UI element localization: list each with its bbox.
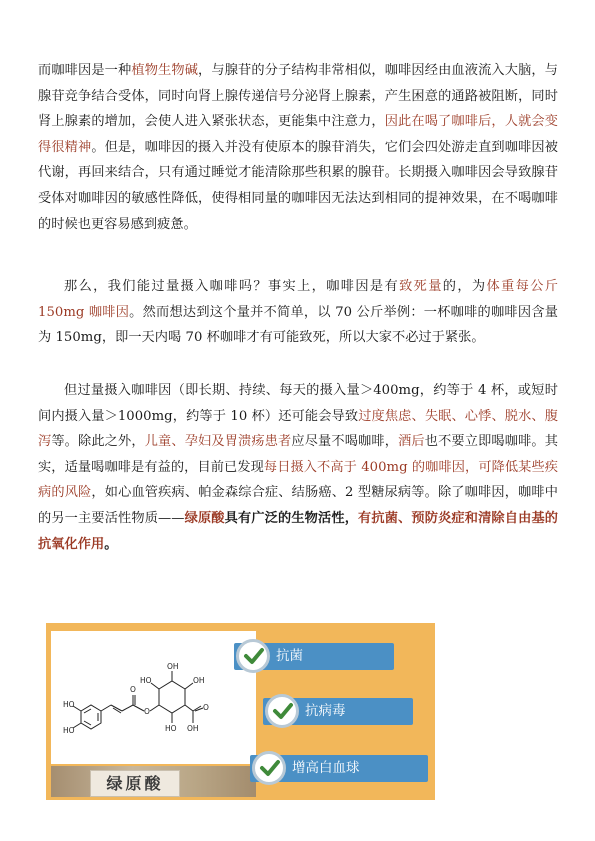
atom-label: HO bbox=[165, 724, 177, 733]
highlight-after-drinking: 酒后 bbox=[398, 434, 425, 450]
highlight-lethal-dose: 致死量 bbox=[399, 279, 443, 294]
highlight-chlorogenic-acid: 绿原酸 bbox=[184, 510, 225, 526]
check-icon bbox=[236, 639, 270, 673]
atom-label: HO bbox=[63, 726, 75, 735]
atom-label: OH bbox=[187, 724, 199, 733]
check-icon bbox=[252, 751, 286, 785]
highlight-dose-amount: 体重每公斤 150mg 咖啡因 bbox=[38, 279, 559, 320]
highlight-alertness: 因此在喝了咖啡后，人就会变得很精神 bbox=[38, 114, 558, 155]
paragraph-overdose-effects bbox=[38, 378, 558, 557]
atom-label: O bbox=[144, 707, 150, 716]
atom-label: OH bbox=[193, 676, 205, 685]
benefit-antibacterial bbox=[234, 643, 394, 670]
paragraph-caffeine-mechanism bbox=[38, 58, 558, 237]
benefit-label: 抗病毒 bbox=[305, 703, 346, 719]
text-run: 那么，我们能过量摄入咖啡吗？事实上，咖啡因是有 bbox=[64, 279, 400, 294]
highlight-risk-groups: 儿童、孕妇及胃溃疡患者 bbox=[144, 434, 292, 450]
text-run: 等。除此之外， bbox=[51, 434, 145, 450]
text-run-bold: 具有广泛的生物活性， bbox=[224, 510, 359, 526]
benefit-antiviral bbox=[263, 698, 413, 725]
atom-label: HO bbox=[140, 676, 152, 685]
text-run: 。但是，咖啡因的摄入并没有使原本的腺苷消失，它们会四处游走直到咖啡因被代谢，再回来结合，只有通过睡觉才能清除那些积累的腺苷。长期摄入咖啡因会导致腺苷受体对咖啡因的敏感性降低，使得相同量的咖啡因无法达到相同的提神效果，在不喝咖啡的时候也更容易感到疲惫。 bbox=[38, 139, 558, 232]
atom-label: OH bbox=[167, 662, 179, 671]
benefit-label: 增高白血球 bbox=[292, 760, 360, 776]
highlight-antioxidant: 有抗菌、预防炎症和清除自由基的抗氧化作用 bbox=[38, 510, 559, 552]
text-run: 也不要立即喝咖啡。其实，适量喝咖啡是有益的，目前已发现 bbox=[38, 434, 558, 475]
molecule-card bbox=[51, 631, 256, 764]
benefit-label: 抗菌 bbox=[276, 648, 303, 664]
atom-label: O bbox=[203, 703, 209, 712]
highlight-plant-alkaloid: 植物生物碱 bbox=[131, 63, 199, 78]
chlorogenic-acid-figure bbox=[46, 623, 435, 800]
chlorogenic-acid-structure bbox=[51, 631, 256, 764]
paragraph-lethal-dose bbox=[38, 274, 558, 351]
text-run: 应尽量不喝咖啡， bbox=[291, 434, 399, 450]
text-run: ，与腺苷的分子结构非常相似，咖啡因经由血液流入大脑，与腺苷竞争结合受体，同时向肾上腺传递信号分泌肾上腺素，产生困意的通路被阻断，同时肾上腺素的增加，会使人进入紧张状态，更能集中注意力， bbox=[38, 63, 559, 130]
atom-label: O bbox=[130, 685, 136, 694]
text-run: 但过量摄入咖啡因（即长期、持续、每天的摄入量＞400mg，约等于 4 杯，或短时间内摄入量＞1000mg，约等于 10 杯）还可能会导致 bbox=[38, 383, 558, 424]
check-icon bbox=[265, 694, 299, 728]
text-run-bold: 。 bbox=[104, 536, 118, 552]
highlight-disease-risk: 每日摄入不高于 400mg 的咖啡因，可降低某些疾病的风险 bbox=[38, 459, 558, 501]
text-run: 的，为 bbox=[442, 279, 487, 294]
benefit-white-blood-cells bbox=[250, 755, 428, 782]
text-run: 而咖啡因是一种 bbox=[38, 63, 132, 78]
atom-label: HO bbox=[63, 700, 75, 709]
chlorogenic-acid-label: 绿原酸 bbox=[90, 770, 180, 797]
highlight-symptoms: 过度焦虑、失眠、心悸、脱水、腹泻 bbox=[38, 408, 558, 450]
text-run: 。然而想达到这个量并不简单，以 70 公斤举例：一杯咖啡的咖啡因含量为 150mg，即一天内喝 70 杯咖啡才有可能致死，所以大家不必过于紧张。 bbox=[38, 304, 558, 346]
text-run: ，如心血管疾病、帕金森综合症、结肠癌、2 型糖尿病等。除了咖啡因，咖啡中的另一主要活性物质—— bbox=[38, 485, 558, 526]
